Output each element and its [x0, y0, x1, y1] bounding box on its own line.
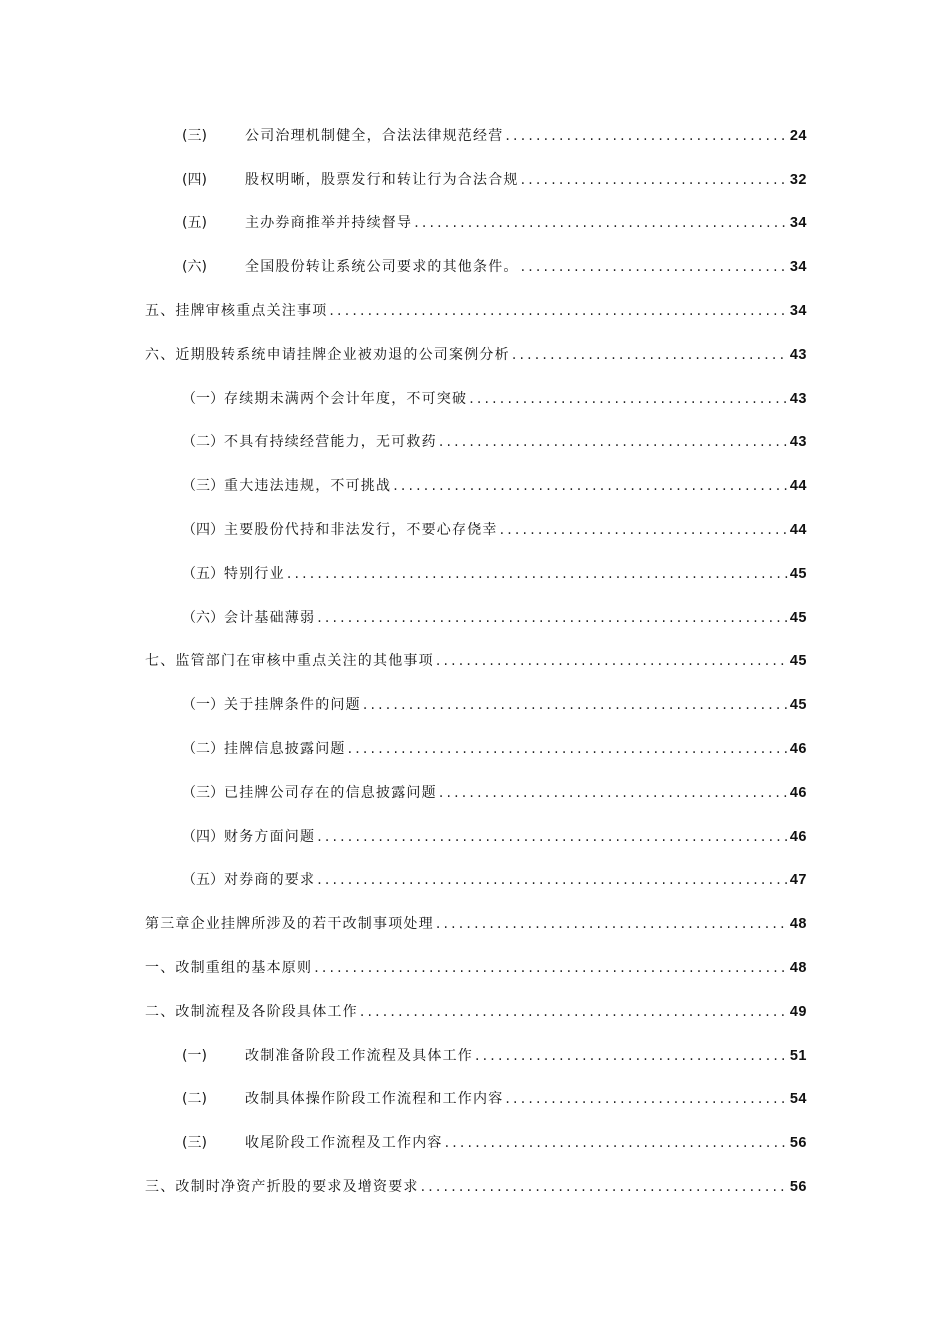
toc-entry-line	[145, 346, 807, 364]
toc-entry-line	[145, 1178, 807, 1196]
toc-entry-title: 不具有持续经营能力，无可救药	[224, 434, 437, 451]
toc-entry-line	[182, 609, 807, 627]
toc-entry-page-number: 56	[789, 1179, 807, 1196]
toc-entry-title: 会计基础薄弱	[224, 609, 316, 626]
toc-entry-title: 特别行业	[224, 565, 285, 582]
toc-entry[interactable]	[0, 158, 950, 202]
toc-entry-page-number: 46	[789, 784, 807, 801]
toc-dot-leader	[469, 390, 788, 408]
toc-entry-title: 六、近期股转系统申请挂牌企业被劝退的公司案例分析	[145, 346, 510, 363]
toc-entry-page-number: 43	[789, 346, 807, 363]
toc-entry-title: 二、改制流程及各阶段具体工作	[145, 1003, 358, 1020]
toc-entry[interactable]	[0, 902, 950, 946]
toc-entry-page-number: 24	[789, 127, 807, 144]
toc-entry-page-number: 54	[789, 1091, 807, 1108]
toc-entry-number: (二)	[182, 1091, 207, 1108]
toc-entry-line	[182, 258, 807, 276]
toc-entry-title: 全国股份转让系统公司要求的其他条件。	[245, 259, 519, 276]
toc-entry-title: 五、挂牌审核重点关注事项	[145, 303, 328, 320]
toc-entry-number: (六)	[182, 259, 207, 276]
toc-entry-page-number: 45	[789, 653, 807, 670]
toc-entry-number: （五）	[182, 565, 224, 582]
toc-entry-number: （二）	[182, 434, 224, 451]
toc-entry-title: 一、改制重组的基本原则	[145, 960, 313, 977]
toc-dot-leader	[505, 1090, 787, 1108]
toc-entry-number: (三)	[182, 127, 207, 144]
toc-entry-page-number: 46	[789, 741, 807, 758]
toc-entry[interactable]	[0, 640, 950, 684]
table-of-contents	[0, 114, 950, 1209]
toc-entry-line	[182, 171, 807, 189]
toc-entry-number: （一）	[182, 390, 224, 407]
toc-entry[interactable]	[0, 1165, 950, 1209]
toc-entry-line	[182, 390, 807, 408]
toc-entry-line	[182, 1047, 807, 1065]
toc-entry-title: 改制准备阶段工作流程及具体工作	[245, 1047, 473, 1064]
toc-entry-number: (三)	[182, 1135, 207, 1152]
toc-entry-title: 第三章企业挂牌所涉及的若干改制事项处理	[145, 916, 434, 933]
toc-entry[interactable]	[0, 683, 950, 727]
toc-dot-leader	[363, 696, 788, 714]
toc-dot-leader	[317, 609, 788, 627]
toc-entry-title: 七、监管部门在审核中重点关注的其他事项	[145, 653, 434, 670]
toc-entry-title: 股权明晰，股票发行和转让行为合法合规	[245, 171, 519, 188]
toc-entry[interactable]	[0, 1121, 950, 1165]
toc-dot-leader	[314, 959, 788, 977]
toc-entry-page-number: 46	[789, 828, 807, 845]
toc-dot-leader	[505, 127, 787, 145]
toc-entry[interactable]	[0, 464, 950, 508]
toc-dot-leader	[439, 784, 788, 802]
toc-entry-page-number: 45	[789, 697, 807, 714]
toc-entry-page-number: 48	[789, 916, 807, 933]
toc-entry-number: (五)	[182, 215, 207, 232]
toc-entry-title: 存续期未满两个会计年度，不可突破	[224, 390, 468, 407]
toc-entry-number: (四)	[182, 171, 207, 188]
toc-entry-title: 收尾阶段工作流程及工作内容	[245, 1135, 443, 1152]
toc-dot-leader	[500, 521, 788, 539]
toc-dot-leader	[348, 740, 788, 758]
toc-entry-number: （六）	[182, 609, 224, 626]
toc-entry-line	[182, 696, 807, 714]
toc-entry[interactable]	[0, 552, 950, 596]
toc-entry-page-number: 44	[789, 522, 807, 539]
toc-dot-leader	[521, 171, 788, 189]
toc-entry-line	[182, 871, 807, 889]
toc-entry-line	[182, 784, 807, 802]
toc-entry-number: （三）	[182, 478, 224, 495]
toc-entry-line	[182, 477, 807, 495]
toc-entry-title: 已挂牌公司存在的信息披露问题	[224, 784, 437, 801]
toc-entry-page-number: 56	[789, 1135, 807, 1152]
toc-entry[interactable]	[0, 771, 950, 815]
toc-entry-line	[182, 521, 807, 539]
toc-entry-page-number: 51	[789, 1047, 807, 1064]
toc-entry[interactable]	[0, 1034, 950, 1078]
toc-entry[interactable]	[0, 859, 950, 903]
toc-entry-page-number: 43	[789, 434, 807, 451]
toc-entry-page-number: 45	[789, 609, 807, 626]
toc-entry[interactable]	[0, 333, 950, 377]
toc-entry-line	[145, 302, 807, 320]
toc-entry-line	[145, 959, 807, 977]
toc-dot-leader	[317, 871, 788, 889]
toc-dot-leader	[421, 1178, 788, 1196]
toc-entry-page-number: 34	[789, 259, 807, 276]
toc-entry-line	[145, 1003, 807, 1021]
toc-entry-line	[182, 828, 807, 846]
toc-entry-page-number: 45	[789, 565, 807, 582]
toc-entry[interactable]	[0, 245, 950, 289]
toc-entry[interactable]	[0, 990, 950, 1034]
toc-entry-page-number: 43	[789, 390, 807, 407]
toc-dot-leader	[521, 258, 788, 276]
toc-entry[interactable]	[0, 114, 950, 158]
toc-entry-page-number: 47	[789, 872, 807, 889]
toc-entry-title: 公司治理机制健全，合法法律规范经营	[245, 127, 504, 144]
toc-entry[interactable]	[0, 1078, 950, 1122]
toc-entry-page-number: 48	[789, 960, 807, 977]
toc-entry-title: 改制具体操作阶段工作流程和工作内容	[245, 1091, 504, 1108]
toc-entry-number: （四）	[182, 522, 224, 539]
toc-entry-line	[145, 915, 807, 933]
toc-entry-number: (一)	[182, 1047, 207, 1064]
toc-entry-page-number: 34	[789, 215, 807, 232]
toc-entry-line	[182, 127, 807, 145]
toc-dot-leader	[475, 1047, 788, 1065]
toc-entry[interactable]	[0, 596, 950, 640]
toc-dot-leader	[414, 214, 788, 232]
toc-entry-line	[182, 214, 807, 232]
toc-dot-leader	[317, 828, 788, 846]
toc-entry-title: 对券商的要求	[224, 872, 316, 889]
toc-entry[interactable]	[0, 377, 950, 421]
toc-entry-page-number: 44	[789, 478, 807, 495]
toc-entry-line	[182, 740, 807, 758]
toc-entry[interactable]	[0, 508, 950, 552]
toc-entry[interactable]	[0, 202, 950, 246]
toc-entry-line	[182, 1090, 807, 1108]
toc-entry-number: （二）	[182, 741, 224, 758]
toc-dot-leader	[360, 1003, 788, 1021]
toc-entry-title: 财务方面问题	[224, 828, 316, 845]
toc-entry-title: 挂牌信息披露问题	[224, 741, 346, 758]
toc-dot-leader	[287, 565, 788, 583]
toc-entry-line	[182, 565, 807, 583]
toc-dot-leader	[436, 652, 788, 670]
toc-dot-leader	[436, 915, 788, 933]
toc-entry[interactable]	[0, 421, 950, 465]
toc-dot-leader	[439, 433, 788, 451]
toc-entry-title: 主办券商推举并持续督导	[245, 215, 413, 232]
toc-entry[interactable]	[0, 289, 950, 333]
toc-entry-title: 关于挂牌条件的问题	[224, 697, 361, 714]
toc-entry-line	[145, 652, 807, 670]
toc-entry-page-number: 49	[789, 1003, 807, 1020]
toc-entry-title: 三、改制时净资产折股的要求及增资要求	[145, 1179, 419, 1196]
toc-entry-number: （四）	[182, 828, 224, 845]
toc-entry-number: （一）	[182, 697, 224, 714]
toc-entry-title: 重大违法违规，不可挑战	[224, 478, 392, 495]
toc-entry-page-number: 32	[789, 171, 807, 188]
toc-entry-line	[182, 1134, 807, 1152]
toc-dot-leader	[393, 477, 788, 495]
toc-entry-number: （三）	[182, 784, 224, 801]
toc-entry-page-number: 34	[789, 303, 807, 320]
toc-dot-leader	[512, 346, 788, 364]
toc-entry[interactable]	[0, 727, 950, 771]
toc-dot-leader	[329, 302, 787, 320]
toc-entry-line	[182, 433, 807, 451]
toc-entry[interactable]	[0, 946, 950, 990]
toc-entry-number: （五）	[182, 872, 224, 889]
toc-dot-leader	[445, 1134, 788, 1152]
toc-entry[interactable]	[0, 815, 950, 859]
toc-entry-title: 主要股份代持和非法发行，不要心存侥幸	[224, 522, 498, 539]
